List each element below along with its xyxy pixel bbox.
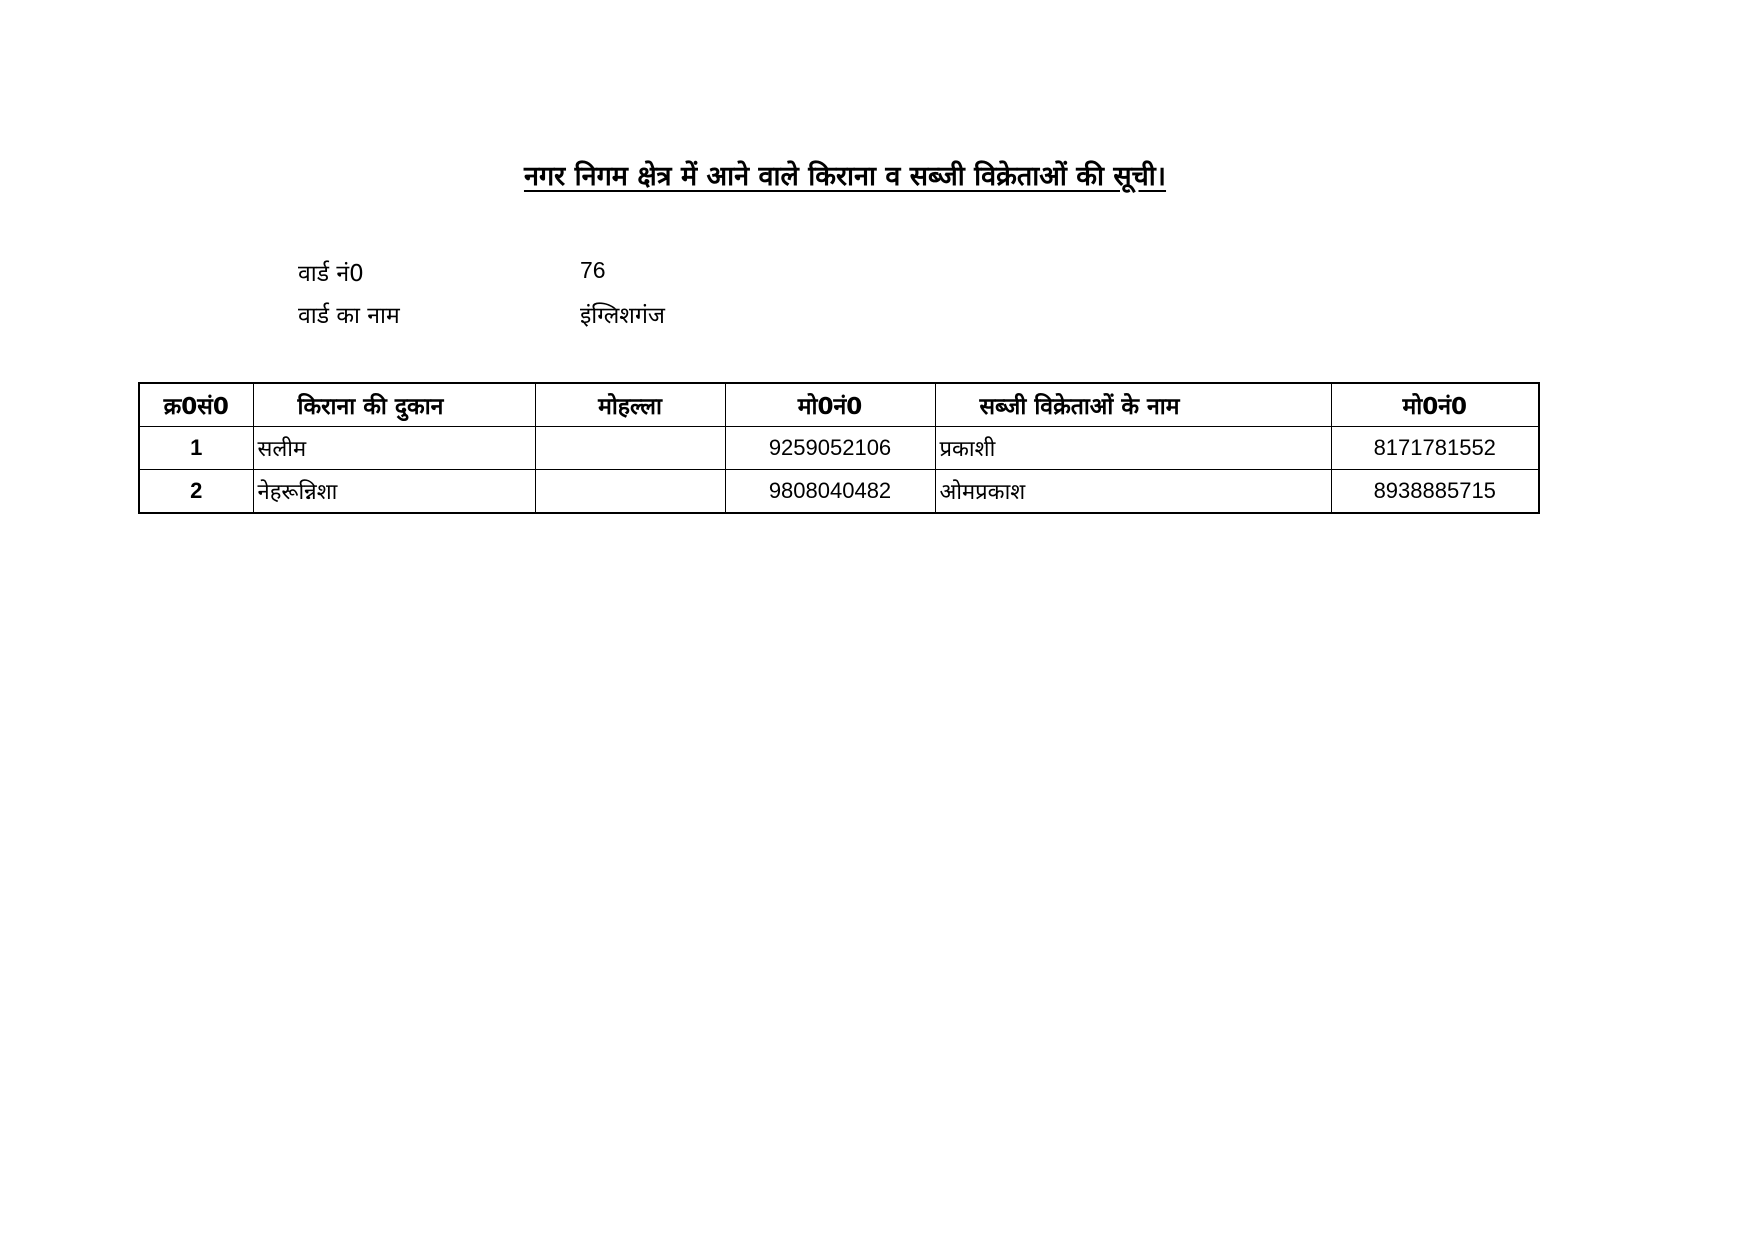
header-mohalla: मोहल्ला [535, 383, 725, 427]
document-title: नगर निगम क्षेत्र में आने वाले किराना व सब्जी विक्रेताओं की सूची। [523, 161, 1167, 192]
header-vendor-mobile: मो0नं0 [1331, 383, 1539, 427]
ward-number-value: 76 [580, 257, 606, 283]
cell-vegetable-vendor: प्रकाशी [935, 427, 1331, 470]
table-row [139, 470, 1539, 514]
ward-name-label: वार्ड का नाम [298, 303, 400, 329]
table-header-row [139, 383, 1539, 427]
ward-name-value: इंग्लिशगंज [580, 303, 665, 329]
cell-grocery-shop: नेहरून्निशा [253, 470, 535, 514]
cell-serial-number: 1 [139, 427, 253, 470]
cell-serial-number: 2 [139, 470, 253, 514]
cell-vendor-mobile: 8171781552 [1331, 427, 1539, 470]
header-serial-number: क्र0सं0 [139, 383, 253, 427]
cell-grocery-shop: सलीम [253, 427, 535, 470]
cell-vegetable-vendor: ओमप्रकाश [935, 470, 1331, 514]
table-row [139, 427, 1539, 470]
vendor-list-table [138, 382, 1540, 514]
header-vegetable-vendor: सब्जी विक्रेताओं के नाम [935, 383, 1331, 427]
cell-mohalla [535, 470, 725, 514]
cell-mohalla [535, 427, 725, 470]
ward-number-label: वार्ड नं0 [298, 261, 364, 287]
cell-grocery-mobile: 9808040482 [725, 470, 935, 514]
header-grocery-shop: किराना की दुकान [253, 383, 535, 427]
cell-vendor-mobile: 8938885715 [1331, 470, 1539, 514]
header-grocery-mobile: मो0नं0 [725, 383, 935, 427]
cell-grocery-mobile: 9259052106 [725, 427, 935, 470]
